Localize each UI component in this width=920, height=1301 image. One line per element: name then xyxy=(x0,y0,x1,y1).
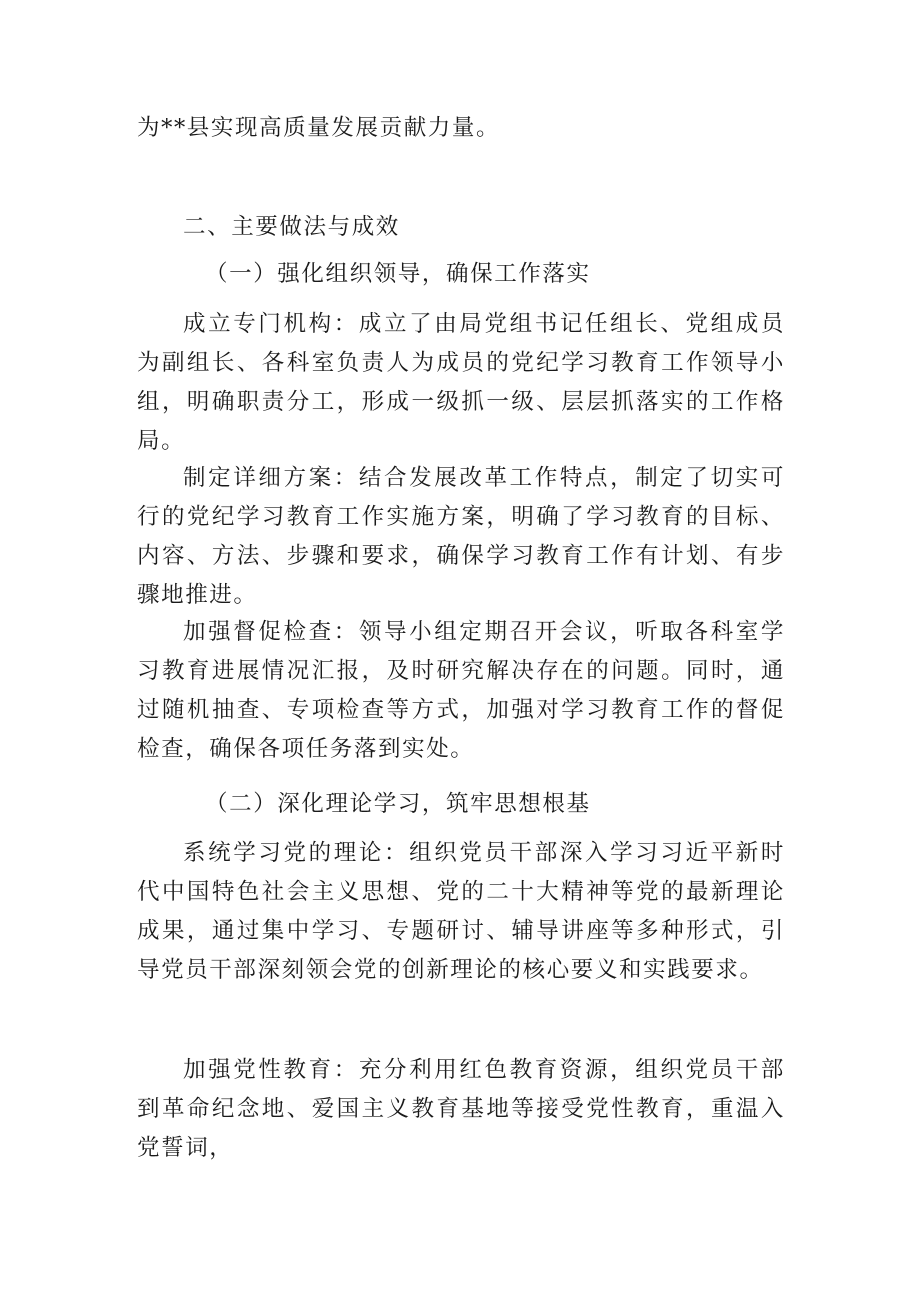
paragraph-continuation: 为**县实现高质量发展贡献力量。 xyxy=(137,115,501,141)
paragraph-detailed-plan: 制定详细方案：结合发展改革工作特点，制定了切实可行的党纪学习教育工作实施方案，明确了学习教育的目标、内容、方法、步骤和要求，确保学习教育工作有计划、有步骤地推进。 xyxy=(137,465,785,608)
paragraph-theory-study: 系统学习党的理论：组织党员干部深入学习习近平新时代中国特色社会主义思想、党的二十大精神等党的最新理论成果，通过集中学习、专题研讨、辅导讲座等多种形式，引导党员干部深刻领会党的创新理论的核心要义和实践要求。 xyxy=(137,840,785,983)
section-heading-2: 二、主要做法与成效 xyxy=(183,214,400,240)
paragraph-supervision: 加强督促检查：领导小组定期召开会议，听取各科室学习教育进展情况汇报，及时研究解决存在的问题。同时，通过随机抽查、专项检查等方式，加强对学习教育工作的督促检查，确保各项任务落到实处。 xyxy=(137,619,785,762)
paragraph-establish-agency: 成立专门机构：成立了由局党组书记任组长、党组成员为副组长、各科室负责人为成员的党纪学习教育工作领导小组，明确职责分工，形成一级抓一级、层层抓落实的工作格局。 xyxy=(137,311,785,454)
subsection-heading-2: （二）深化理论学习，筑牢思想根基 xyxy=(205,791,591,817)
subsection-heading-1: （一）强化组织领导，确保工作落实 xyxy=(205,261,591,287)
paragraph-party-education: 加强党性教育：充分利用红色教育资源，组织党员干部到革命纪念地、爱国主义教育基地等接受党性教育，重温入党誓词， xyxy=(137,1057,785,1161)
